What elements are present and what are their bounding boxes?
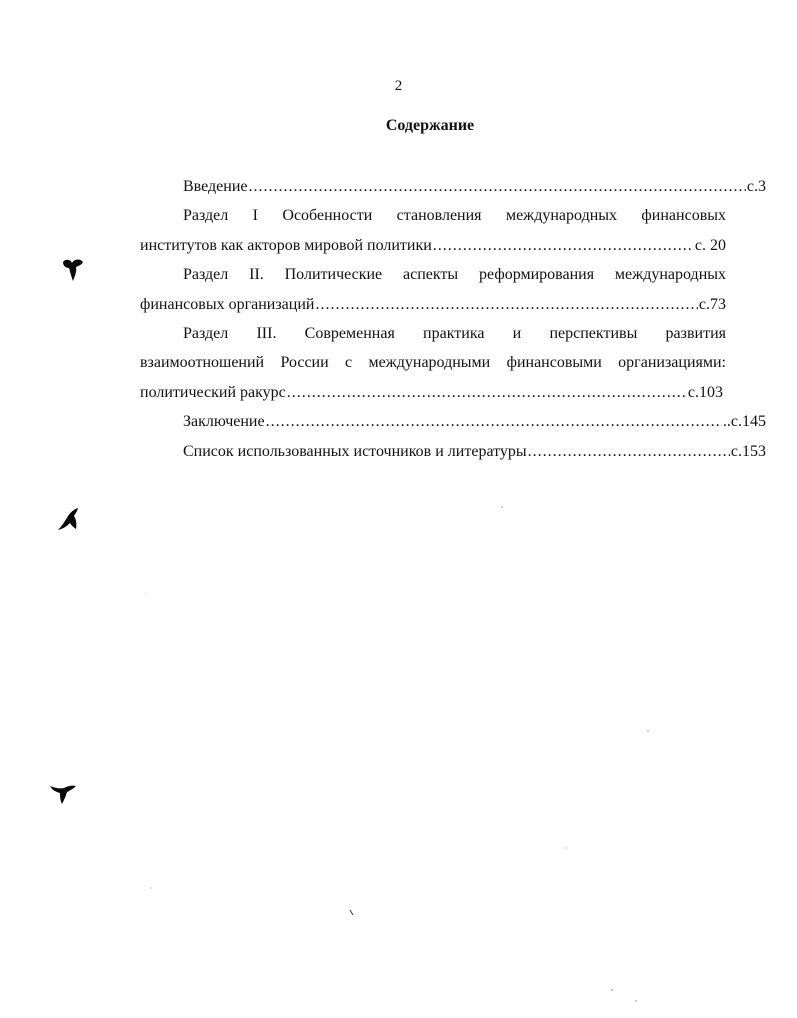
toc-entry-page: с.103	[687, 383, 723, 401]
toc-entry-title-line: Раздел II. Политические аспекты реформирования международных	[183, 266, 726, 284]
toc-entry-page: с. 20	[694, 236, 726, 254]
page-title: Содержание	[385, 117, 475, 134]
toc-entry-title: Список использованных источников и литературы	[183, 442, 527, 460]
toc-entry-title: институтов как акторов мировой политики	[140, 236, 432, 254]
toc-entry-title-line: Раздел I Особенности становления международных финансовых	[183, 207, 726, 225]
toc-entry-title: Заключение	[183, 413, 265, 431]
page-number: 2	[394, 78, 403, 94]
toc-entry-page: с.153	[730, 442, 766, 460]
toc-entry-title: Введение	[183, 178, 248, 195]
toc-entry-title: политический ракурс	[140, 383, 286, 401]
toc-entry-page: ..с.145	[722, 413, 766, 431]
toc-entry-page: с.3	[746, 178, 766, 195]
toc-entry-title-line: Раздел III. Современная практика и перспективы развития	[183, 325, 726, 343]
toc-entry-page: с.73	[698, 295, 726, 313]
toc-entry-title-line: взаимоотношений России с международными финансовыми организациями:	[140, 354, 726, 372]
toc-entry-title: финансовых организаций	[140, 295, 315, 313]
